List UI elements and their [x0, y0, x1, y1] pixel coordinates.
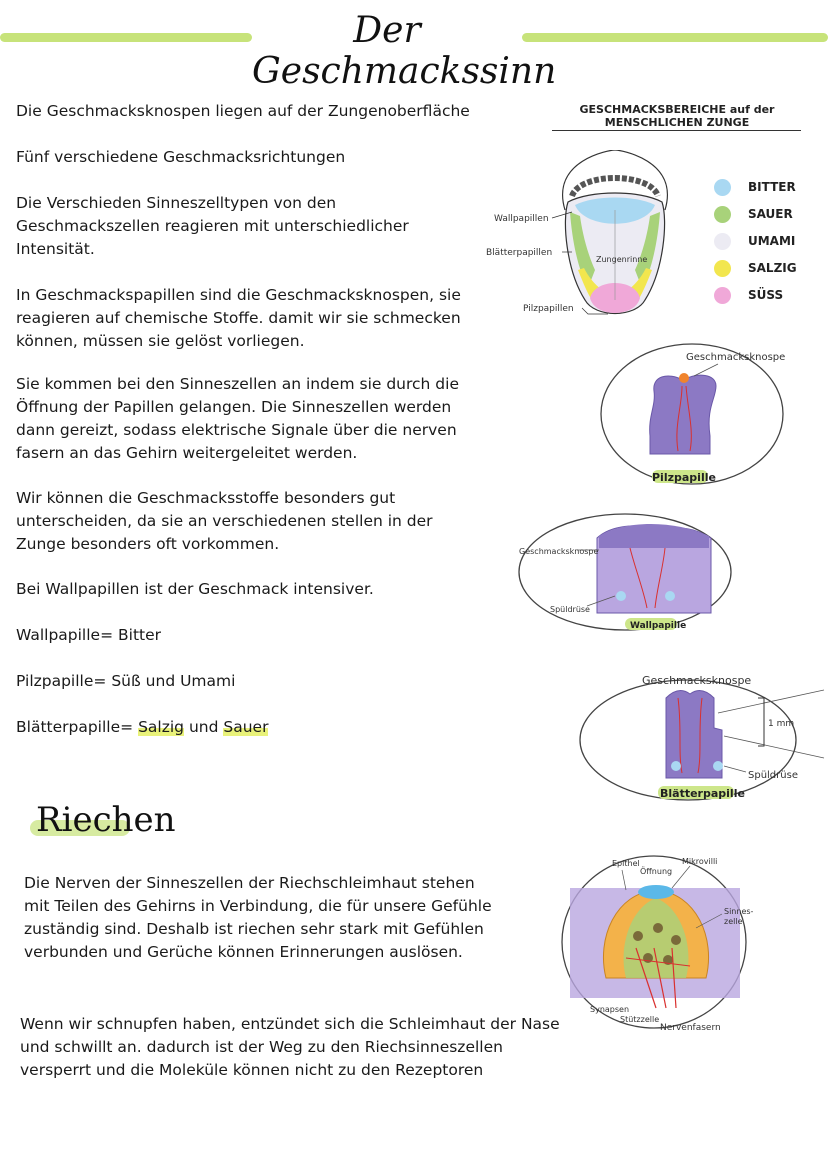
wallpapille-value: Bitter: [118, 626, 162, 644]
pilzpapille-diagram: [598, 336, 786, 492]
label-synapsen: Synapsen: [590, 1005, 630, 1014]
pilz-caption: Pilzpapille: [652, 471, 716, 484]
smell-paragraph-1: Die Nerven der Sinneszellen der Riechschleimhaut stehen mit Teilen des Gehirns in Verbindung, die für unsere Gefühle zuständig sind. Deshalb ist riechen sehr stark mit Gefühlen verbunden und Gerüche können Erinnerungen auslösen.: [24, 874, 492, 961]
olfactory-diagram: [556, 848, 756, 1040]
wall-label-knospe: Geschmacksknospe: [519, 547, 599, 556]
wall-gland-right: [665, 591, 675, 601]
tongue-title-rule: [552, 130, 801, 131]
label-wallpapillen: Wallpapillen: [494, 214, 549, 224]
wallpapille-line: [16, 624, 161, 647]
smell-paragraph-2: Wenn wir schnupfen haben, entzündet sich die Schleimhaut der Nase und schwillt an. dadurch ist der Weg zu den Riechsinneszellen versperrt und die Moleküle können nicht zu den Rezeptoren: [20, 1015, 560, 1079]
blaetterpapille-line: [16, 716, 268, 739]
wall-gland-left: [616, 591, 626, 601]
page-title: Der Geschmackssinn: [252, 10, 557, 92]
label-blaetterpapillen: Blätterpapillen: [486, 248, 553, 258]
olfactory-cell-2: [653, 923, 663, 933]
wallpapille-label: Wallpapille=: [16, 626, 114, 644]
label-stuetzzelle: Stützzelle: [620, 1015, 660, 1024]
pilzpapille-line: [16, 670, 235, 693]
riechen-heading: Riechen: [36, 800, 176, 840]
blatt-caption: Blätterpapille: [660, 787, 745, 800]
taste-paragraph-4: In Geschmackspapillen sind die Geschmacksknospen, sie reagieren auf chemische Stoffe. damit wir sie schmecken können, müssen sie gelöst vorliegen.: [16, 286, 461, 350]
legend-umami-swatch: [714, 233, 731, 250]
taste-paragraph-7: Bei Wallpapillen ist der Geschmack intensiver.: [16, 580, 374, 598]
taste-paragraph-3: Die Verschieden Sinneszelltypen von den Geschmackszellen reagieren mit unterschiedlicher Intensität.: [16, 194, 409, 258]
blaetterpapille-label: Blätterpapille=: [16, 718, 134, 736]
label-nervenfasern: Nervenfasern: [660, 1023, 721, 1033]
blatt-label-mm: 1 mm: [768, 719, 795, 729]
taste-paragraph-1: Die Geschmacksknospen liegen auf der Zungenoberfläche: [16, 102, 470, 120]
wall-caption: Wallpapille: [630, 621, 687, 631]
pilzpapille-value: Süß und Umami: [111, 672, 236, 690]
label-mikrovilli: Mikrovilli: [682, 857, 718, 866]
tongue-diagram: [480, 150, 710, 330]
legend-sauer-swatch: [714, 206, 731, 223]
tongue-title-line-2: MENSCHLICHEN ZUNGE: [604, 116, 750, 129]
label-zungenrinne: Zungenrinne: [596, 255, 648, 264]
pilzpapille-label: Pilzpapille=: [16, 672, 107, 690]
pilz-bud: [679, 373, 689, 383]
label-pilzpapillen: Pilzpapillen: [523, 304, 574, 314]
legend-salzig-label: SALZIG: [748, 261, 797, 275]
olfactory-cell-3: [671, 935, 681, 945]
wallpapille-diagram: [515, 508, 735, 636]
legend-sauer: [714, 206, 793, 223]
tongue-diagram-title: [552, 103, 802, 129]
label-sinneszelle-2: zelle: [724, 917, 743, 926]
blaetterpapille-value-salzig: Salzig: [138, 718, 184, 736]
blaetterpapille-diagram: [578, 668, 826, 804]
legend-bitter: [714, 179, 796, 196]
taste-paragraph-6: Wir können die Geschmacksstoffe besonders gut unterscheiden, da sie an verschiedenen stellen in der Zunge besonders oft vorkommen.: [16, 489, 433, 553]
pilz-label-knospe: Geschmacksknospe: [686, 352, 786, 363]
legend-salzig: [714, 260, 797, 277]
header-bar-left: [0, 33, 252, 42]
blatt-gland-right: [713, 761, 723, 771]
label-epithel: Epithel: [612, 859, 640, 868]
legend-umami-label: UMAMI: [748, 234, 796, 248]
blaetterpapille-value-sauer: Sauer: [223, 718, 269, 736]
legend-salzig-swatch: [714, 260, 731, 277]
legend-bitter-swatch: [714, 179, 731, 196]
legend-suess-label: SÜSS: [748, 288, 784, 302]
legend-sauer-label: SAUER: [748, 207, 793, 221]
header-bar-right: [522, 33, 828, 42]
legend-umami: [714, 233, 795, 250]
blatt-gland-left: [671, 761, 681, 771]
olfactory-opening: [638, 885, 674, 899]
tongue-title-line-1: GESCHMACKSBEREICHE auf der: [579, 103, 775, 116]
pilz-shape: [650, 375, 716, 454]
blatt-label-knospe: Geschmacksknospe: [642, 674, 752, 687]
legend-bitter-label: BITTER: [748, 180, 796, 194]
label-oeffnung: Öffnung: [640, 867, 673, 876]
olfactory-cell-1: [633, 931, 643, 941]
blaetterpapille-and: und: [188, 718, 219, 736]
legend-suess: [714, 287, 783, 304]
taste-paragraph-2: Fünf verschiedene Geschmacksrichtungen: [16, 148, 346, 166]
wall-label-druese: Spüldrüse: [550, 605, 590, 614]
taste-paragraph-5: Sie kommen bei den Sinneszellen an indem sie durch die Öffnung der Papillen gelangen. Die Sinneszellen werden dann gereizt, sodass elektrische Signale über die nerven fasern an das Gehirn weitergeleitet werden.: [16, 375, 459, 462]
blatt-label-druese: Spüldrüse: [748, 770, 798, 781]
legend-suess-swatch: [714, 287, 731, 304]
label-sinneszelle-1: Sinnes-: [724, 907, 754, 916]
